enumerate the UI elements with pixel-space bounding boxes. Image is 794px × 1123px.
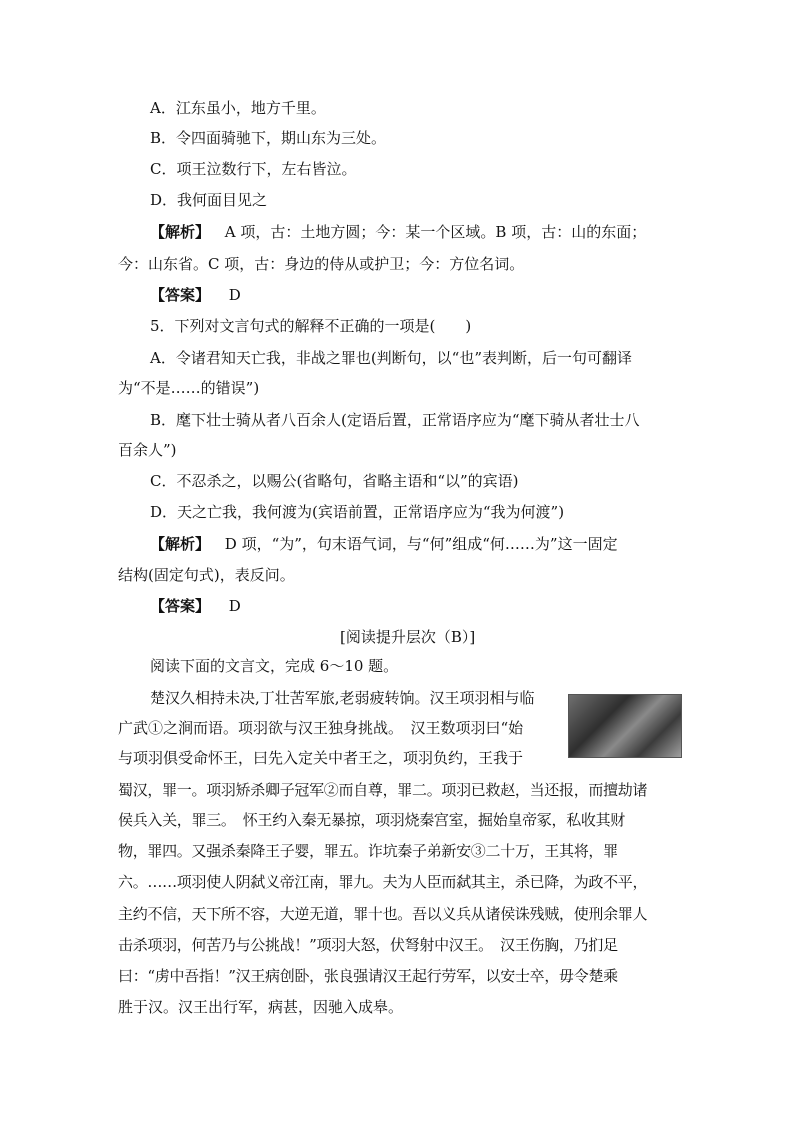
answer-5 xyxy=(150,596,241,616)
battle-illustration xyxy=(568,694,682,758)
answer-4 xyxy=(150,285,241,305)
section-heading: [阅读提升层次（B）] xyxy=(340,628,476,646)
analysis-tag: 【解析】 xyxy=(150,535,211,553)
option-c: C．项王泣数行下，左右皆泣。 xyxy=(150,160,357,178)
passage-line-11: 胜于汉。汉王出行军，病甚，因驰入成皋。 xyxy=(118,998,404,1016)
passage-line-4: 蜀汉，罪一。项羽矫杀卿子冠军②而自尊，罪二。项羽已救赵，当还报，而擅劫诸 xyxy=(118,781,648,799)
reading-instruction: 阅读下面的文言文，完成 6～10 题。 xyxy=(150,657,399,675)
q5-option-d: D．天之亡我，我何渡为(宾语前置，正常语序应为“我为何渡”) xyxy=(150,503,565,521)
passage-line-10: 曰：“虏中吾指！”汉王病创卧，张良强请汉王起行劳军，以安士卒，毋令楚乘 xyxy=(118,967,618,985)
analysis-5-cont: 结构(固定句式)，表反问。 xyxy=(118,566,295,584)
passage-line-8: 主约不信，天下所不容，大逆无道，罪十也。吾以义兵从诸侯诛残贼，使刑余罪人 xyxy=(118,905,648,923)
answer-tag: 【答案】 xyxy=(150,597,211,615)
passage-line-3: 与项羽俱受命怀王，曰先入定关中者王之，项羽负约，王我于 xyxy=(118,749,524,767)
passage-line-7: 六。……项羽使人阴弑义帝江南，罪九。夫为人臣而弑其主，杀已降，为政不平， xyxy=(118,873,648,891)
q5-option-c: C．不忍杀之，以赐公(省略句，省略主语和“以”的宾语) xyxy=(150,472,519,490)
option-d: D．我何面目见之 xyxy=(150,191,268,209)
passage-line-2: 广武①之涧而语。项羽欲与汉王独身挑战。 汉王数项羽曰“始 xyxy=(118,719,524,737)
analysis-4-cont: 今：山东省。C 项，古：身边的侍从或护卫；今：方位名词。 xyxy=(118,255,525,273)
q5-option-b-1: B．麾下壮士骑从者八百余人(定语后置，正常语序应为“麾下骑从者壮士八 xyxy=(150,411,640,429)
answer-value: D xyxy=(228,597,241,615)
passage-line-6: 物，罪四。又强杀秦降王子婴，罪五。诈坑秦子弟新安③二十万，王其将，罪 xyxy=(118,842,618,860)
analysis-tag: 【解析】 xyxy=(150,223,211,241)
option-a: A．江东虽小，地方千里。 xyxy=(150,99,326,117)
answer-value: D xyxy=(228,286,241,304)
passage-line-9: 击杀项羽，何苦乃与公挑战！”项羽大怒，伏弩射中汉王。 汉王伤胸，乃扪足 xyxy=(118,936,618,954)
answer-tag: 【答案】 xyxy=(150,286,211,304)
analysis-text: A 项，古：土地方圆；今：某一个区域。B 项，古：山的东面； xyxy=(224,223,647,241)
question-5: 5．下列对文言句式的解释不正确的一项是( ) xyxy=(150,317,472,335)
analysis-text: D 项，“为”，句末语气词，与“何”组成“何……为”这一固定 xyxy=(224,535,618,553)
q5-option-a-1: A．令诸君知天亡我，非战之罪也(判断句，以“也”表判断，后一句可翻译 xyxy=(150,349,633,367)
q5-option-a-2: 为“不是……的错误”) xyxy=(118,379,260,397)
option-b: B．令四面骑驰下，期山东为三处。 xyxy=(150,129,387,147)
passage-line-5: 侯兵入关，罪三。 怀王约入秦无暴掠，项羽烧秦宫室，掘始皇帝冢，私收其财 xyxy=(118,811,626,829)
analysis-4 xyxy=(150,222,646,242)
passage-line-1: 楚汉久相持未决,丁壮苦军旅,老弱疲转饷。汉王项羽相与临 xyxy=(150,689,535,707)
q5-option-b-2: 百余人”) xyxy=(118,441,177,459)
analysis-5 xyxy=(150,534,618,554)
